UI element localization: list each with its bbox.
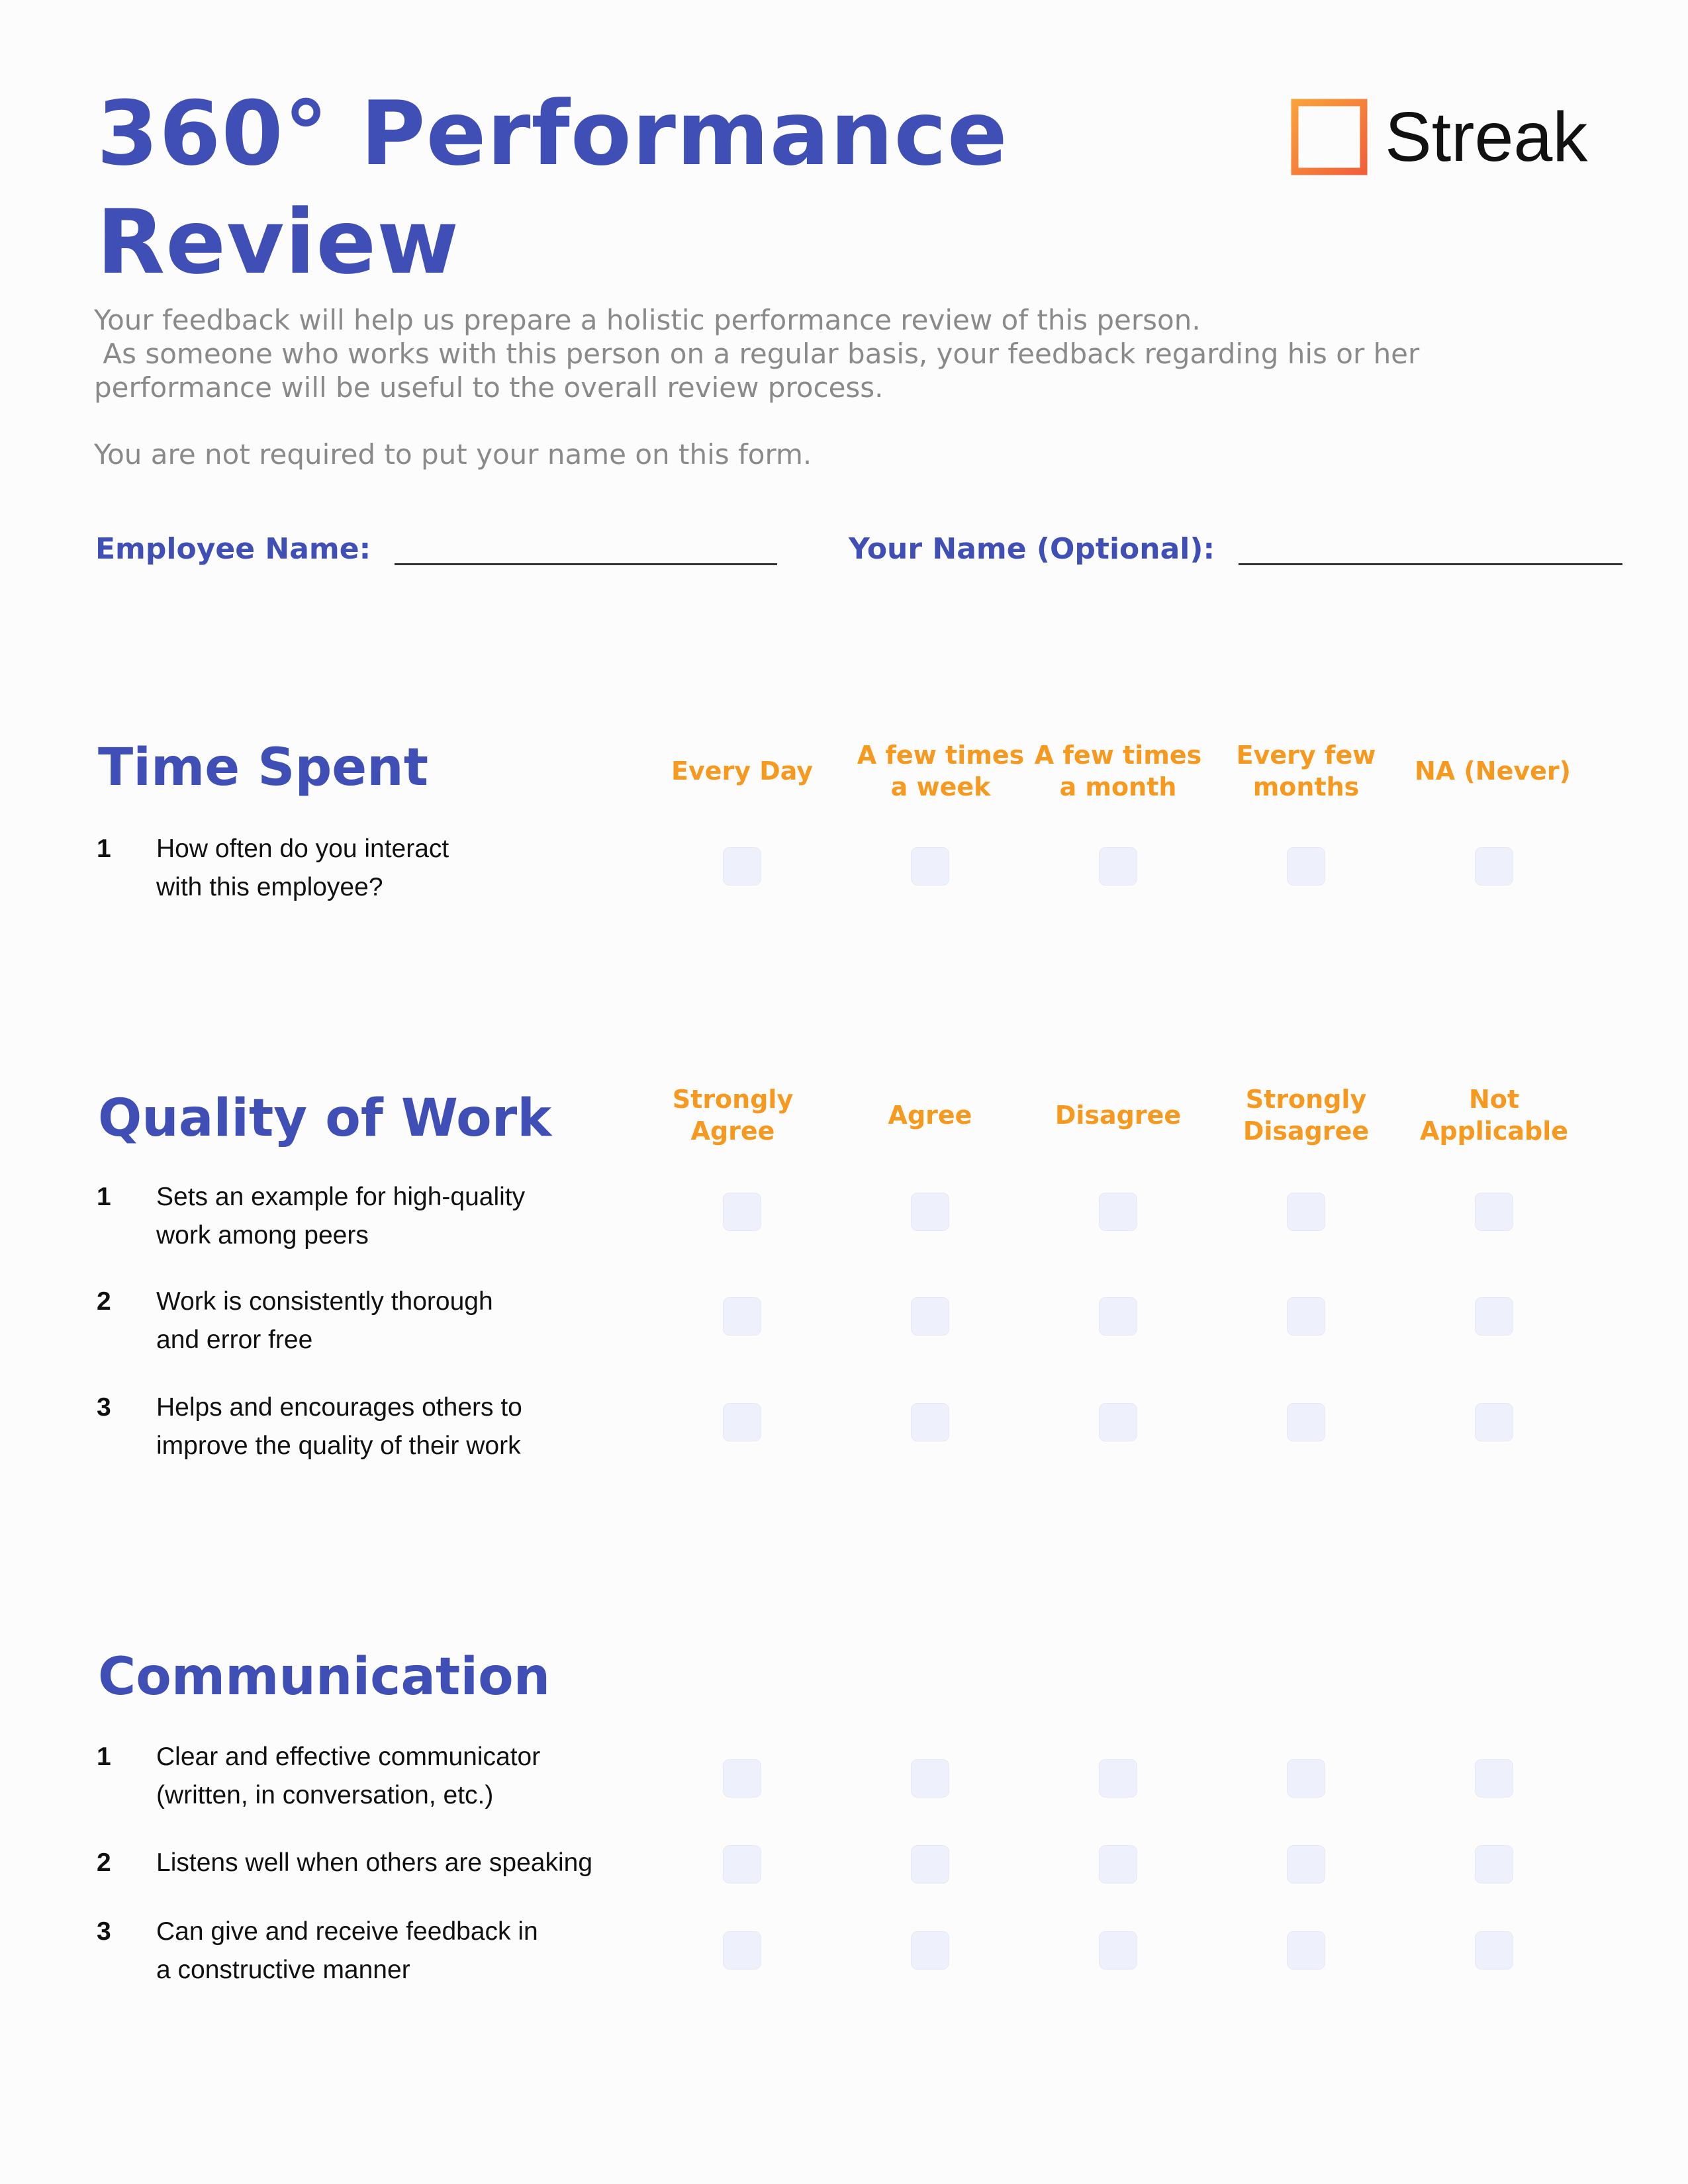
employee-name-label: Employee Name: — [95, 532, 371, 566]
checkbox[interactable] — [723, 1297, 761, 1336]
intro-line-1: Your feedback will help us prepare a holistic performance review of this person. — [94, 304, 1201, 336]
column-header: Disagree — [1055, 1101, 1182, 1130]
intro-note: You are not required to put your name on this form. — [94, 438, 812, 471]
question-text: Clear and effective communicator (written, in conversation, etc.) — [156, 1743, 541, 1809]
column-header: Strongly Disagree — [1243, 1085, 1370, 1146]
column-header: NA (Never) — [1414, 756, 1571, 786]
your-name-field — [849, 529, 1622, 569]
question-number: 1 — [97, 1183, 111, 1211]
employee-name-line[interactable] — [395, 563, 777, 565]
checkbox[interactable] — [723, 1759, 761, 1797]
checkbox[interactable] — [723, 1193, 761, 1231]
checkbox[interactable] — [1475, 1931, 1513, 1970]
checkbox[interactable] — [911, 1403, 949, 1441]
checkbox[interactable] — [1287, 1193, 1325, 1231]
question-text: Can give and receive feedback in a constructive manner — [156, 1917, 538, 1984]
checkbox[interactable] — [1099, 847, 1137, 886]
question-number: 2 — [97, 1848, 111, 1877]
section-title-time-spent: Time Spent — [98, 738, 429, 797]
column-header: Every few months — [1236, 741, 1376, 801]
checkbox[interactable] — [911, 1931, 949, 1970]
layout-grid-icon — [1291, 99, 1368, 175]
checkbox[interactable] — [911, 1193, 949, 1231]
your-name-label: Your Name (Optional): — [849, 532, 1215, 566]
section-title-quality-of-work: Quality of Work — [98, 1089, 552, 1148]
question-number: 2 — [97, 1287, 111, 1316]
checkbox[interactable] — [723, 1845, 761, 1884]
checkbox[interactable] — [723, 847, 761, 886]
your-name-line[interactable] — [1239, 563, 1622, 565]
checkbox[interactable] — [1475, 1845, 1513, 1884]
question-number: 3 — [97, 1917, 111, 1946]
checkbox[interactable] — [911, 1759, 949, 1797]
checkbox[interactable] — [1099, 1403, 1137, 1441]
checkbox[interactable] — [1475, 1403, 1513, 1441]
checkbox[interactable] — [1287, 1297, 1325, 1336]
question-text: Work is consistently thorough and error free — [156, 1287, 493, 1354]
checkbox[interactable] — [723, 1403, 761, 1441]
checkbox[interactable] — [1287, 1403, 1325, 1441]
page-title — [97, 79, 1008, 296]
title-line-2: Review — [97, 191, 460, 294]
checkbox[interactable] — [723, 1931, 761, 1970]
column-header: Agree — [888, 1101, 972, 1130]
intro-line-2: As someone who works with this person on a regular basis, your feedback regarding his or her performance will be useful to the overall review process. — [94, 338, 1429, 404]
checkbox[interactable] — [1287, 1931, 1325, 1970]
question-text: Sets an example for high-quality work among peers — [156, 1183, 526, 1250]
intro-text — [94, 303, 1603, 471]
column-header: Not Applicable — [1419, 1085, 1569, 1146]
checkbox[interactable] — [1287, 847, 1325, 886]
checkbox[interactable] — [1099, 1845, 1137, 1884]
checkbox[interactable] — [1287, 1759, 1325, 1797]
checkbox[interactable] — [1099, 1931, 1137, 1970]
checkbox[interactable] — [1099, 1297, 1137, 1336]
checkbox[interactable] — [1099, 1193, 1137, 1231]
checkbox[interactable] — [911, 1297, 949, 1336]
question-number: 3 — [97, 1393, 111, 1422]
streak-logo — [1291, 98, 1587, 176]
employee-name-field — [95, 529, 777, 569]
checkbox[interactable] — [1475, 847, 1513, 886]
checkbox[interactable] — [1475, 1297, 1513, 1336]
question-text: Helps and encourages others to improve the quality of their work — [156, 1393, 522, 1460]
section-title-communication: Communication — [98, 1647, 551, 1707]
checkbox[interactable] — [1475, 1193, 1513, 1231]
checkbox[interactable] — [1287, 1845, 1325, 1884]
checkbox[interactable] — [1475, 1759, 1513, 1797]
column-header: Every Day — [671, 756, 814, 786]
checkbox[interactable] — [911, 1845, 949, 1884]
column-header: Strongly Agree — [672, 1085, 794, 1146]
question-number: 1 — [97, 1743, 111, 1771]
title-line-1: 360° Performance — [97, 82, 1008, 185]
question-text: How often do you interact with this employee? — [156, 835, 449, 901]
checkbox[interactable] — [911, 847, 949, 886]
column-header: A few times a week — [857, 741, 1025, 801]
checkbox[interactable] — [1099, 1759, 1137, 1797]
question-text: Listens well when others are speaking — [156, 1848, 593, 1877]
column-header: A few times a month — [1034, 741, 1202, 801]
question-number: 1 — [97, 835, 111, 863]
logo-wordmark: Streak — [1385, 98, 1588, 176]
